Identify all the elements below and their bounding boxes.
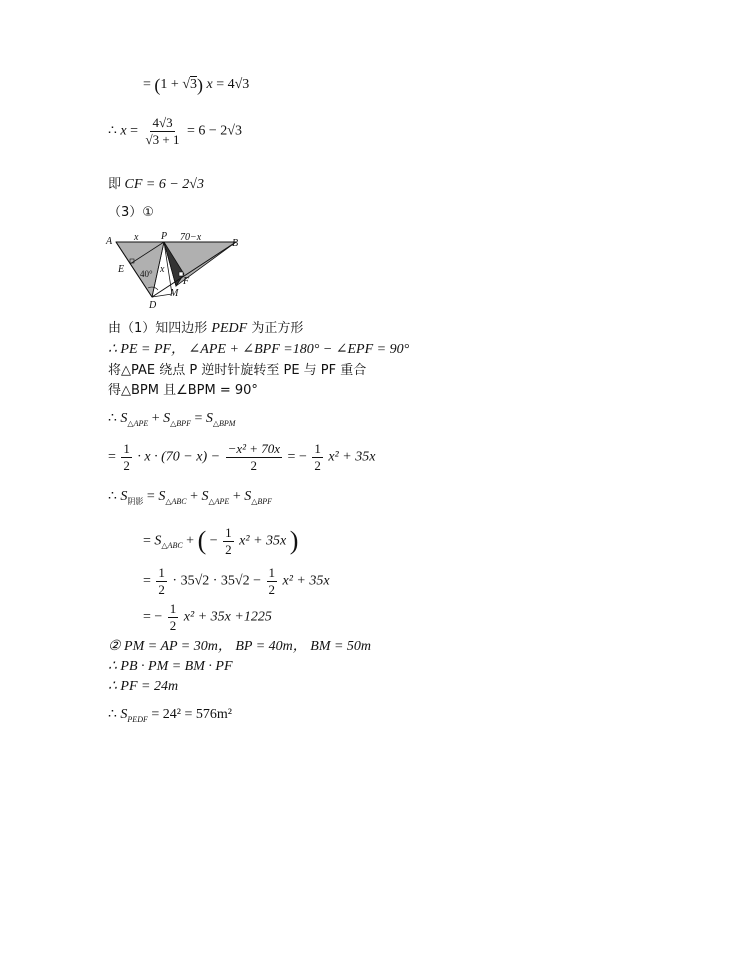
label-x-top: x	[134, 232, 139, 243]
label-e: E	[118, 264, 125, 275]
eq-line-12: = $S_{\triangle ABC}$ + ( − $\frac{1}{2}$ x² + 35x )	[143, 525, 299, 557]
eq-line-14: = − $\frac{1}{2}$ x² + 35x +1225	[143, 601, 272, 633]
eq-line-17: ∴ PF = 24m	[108, 679, 179, 694]
eq-line-11: ∴ $S_{阴影} = S_{\triangle ABC} + S_{\triangle APE} + S_{\triangle BPF}$	[108, 489, 273, 506]
label-a: A	[106, 236, 113, 247]
eq-line-10: = $\frac{1}{2}$ · x · (70 − x) − $\frac{\text{−x² + 70x}}{2}$ = − $\frac{1}{2}$ x² + 35x	[108, 441, 376, 473]
label-m: M	[170, 288, 179, 299]
eq-line-16: ∴ PB · PM = BM · PF	[108, 659, 233, 674]
eq-line-1: = (1 + √3) x = 4√3	[143, 75, 250, 95]
eq-line-13: = $\frac{1}{2}$ · 35√2 · 35√2 − $\frac{1}{2}$ x² + 35x	[143, 565, 330, 597]
fraction: $\frac{4√3}{√3 + 1}$	[145, 115, 180, 147]
eq-line-7: 将△PAE 绕点 P 逆时针旋转至 PE 与 PF 重合	[108, 363, 367, 378]
eq-line-2: ∴ x = $\frac{4√3}{√3 + 1}$ = 6 − 2√3	[108, 115, 242, 147]
eq-line-18: ∴ $S_{PEDF} = 24^2 = 576m^2$	[108, 707, 232, 724]
eq-line-6: ∴ PE = PF， ∠APE + ∠BPF =180° − ∠EPF = 90°	[108, 342, 410, 357]
label-angle: 40°	[140, 269, 153, 279]
eq-line-3: 即 CF = 6 − 2√3	[108, 177, 204, 192]
label-b: B	[232, 238, 239, 249]
label-p: P	[161, 231, 168, 242]
geometry-figure	[104, 230, 254, 312]
label-70-x: 70−x	[180, 232, 202, 243]
label-f: F	[183, 276, 190, 287]
eq-line-15: ② PM = AP = 30m， BP = 40m， BM = 50m	[108, 639, 372, 654]
label-x-side: x	[160, 264, 165, 275]
part-3-heading: （3）①	[108, 205, 154, 220]
eq-line-8: 得△BPM 且∠BPM = 90°	[108, 383, 258, 398]
label-d: D	[149, 300, 157, 311]
eq-line-9: ∴ $S_{\triangle APE} + S_{\triangle BPF} = S_{\triangle BPM}$	[108, 411, 236, 428]
eq-line-5: 由（1）知四边形 PEDF 为正方形	[108, 321, 304, 336]
